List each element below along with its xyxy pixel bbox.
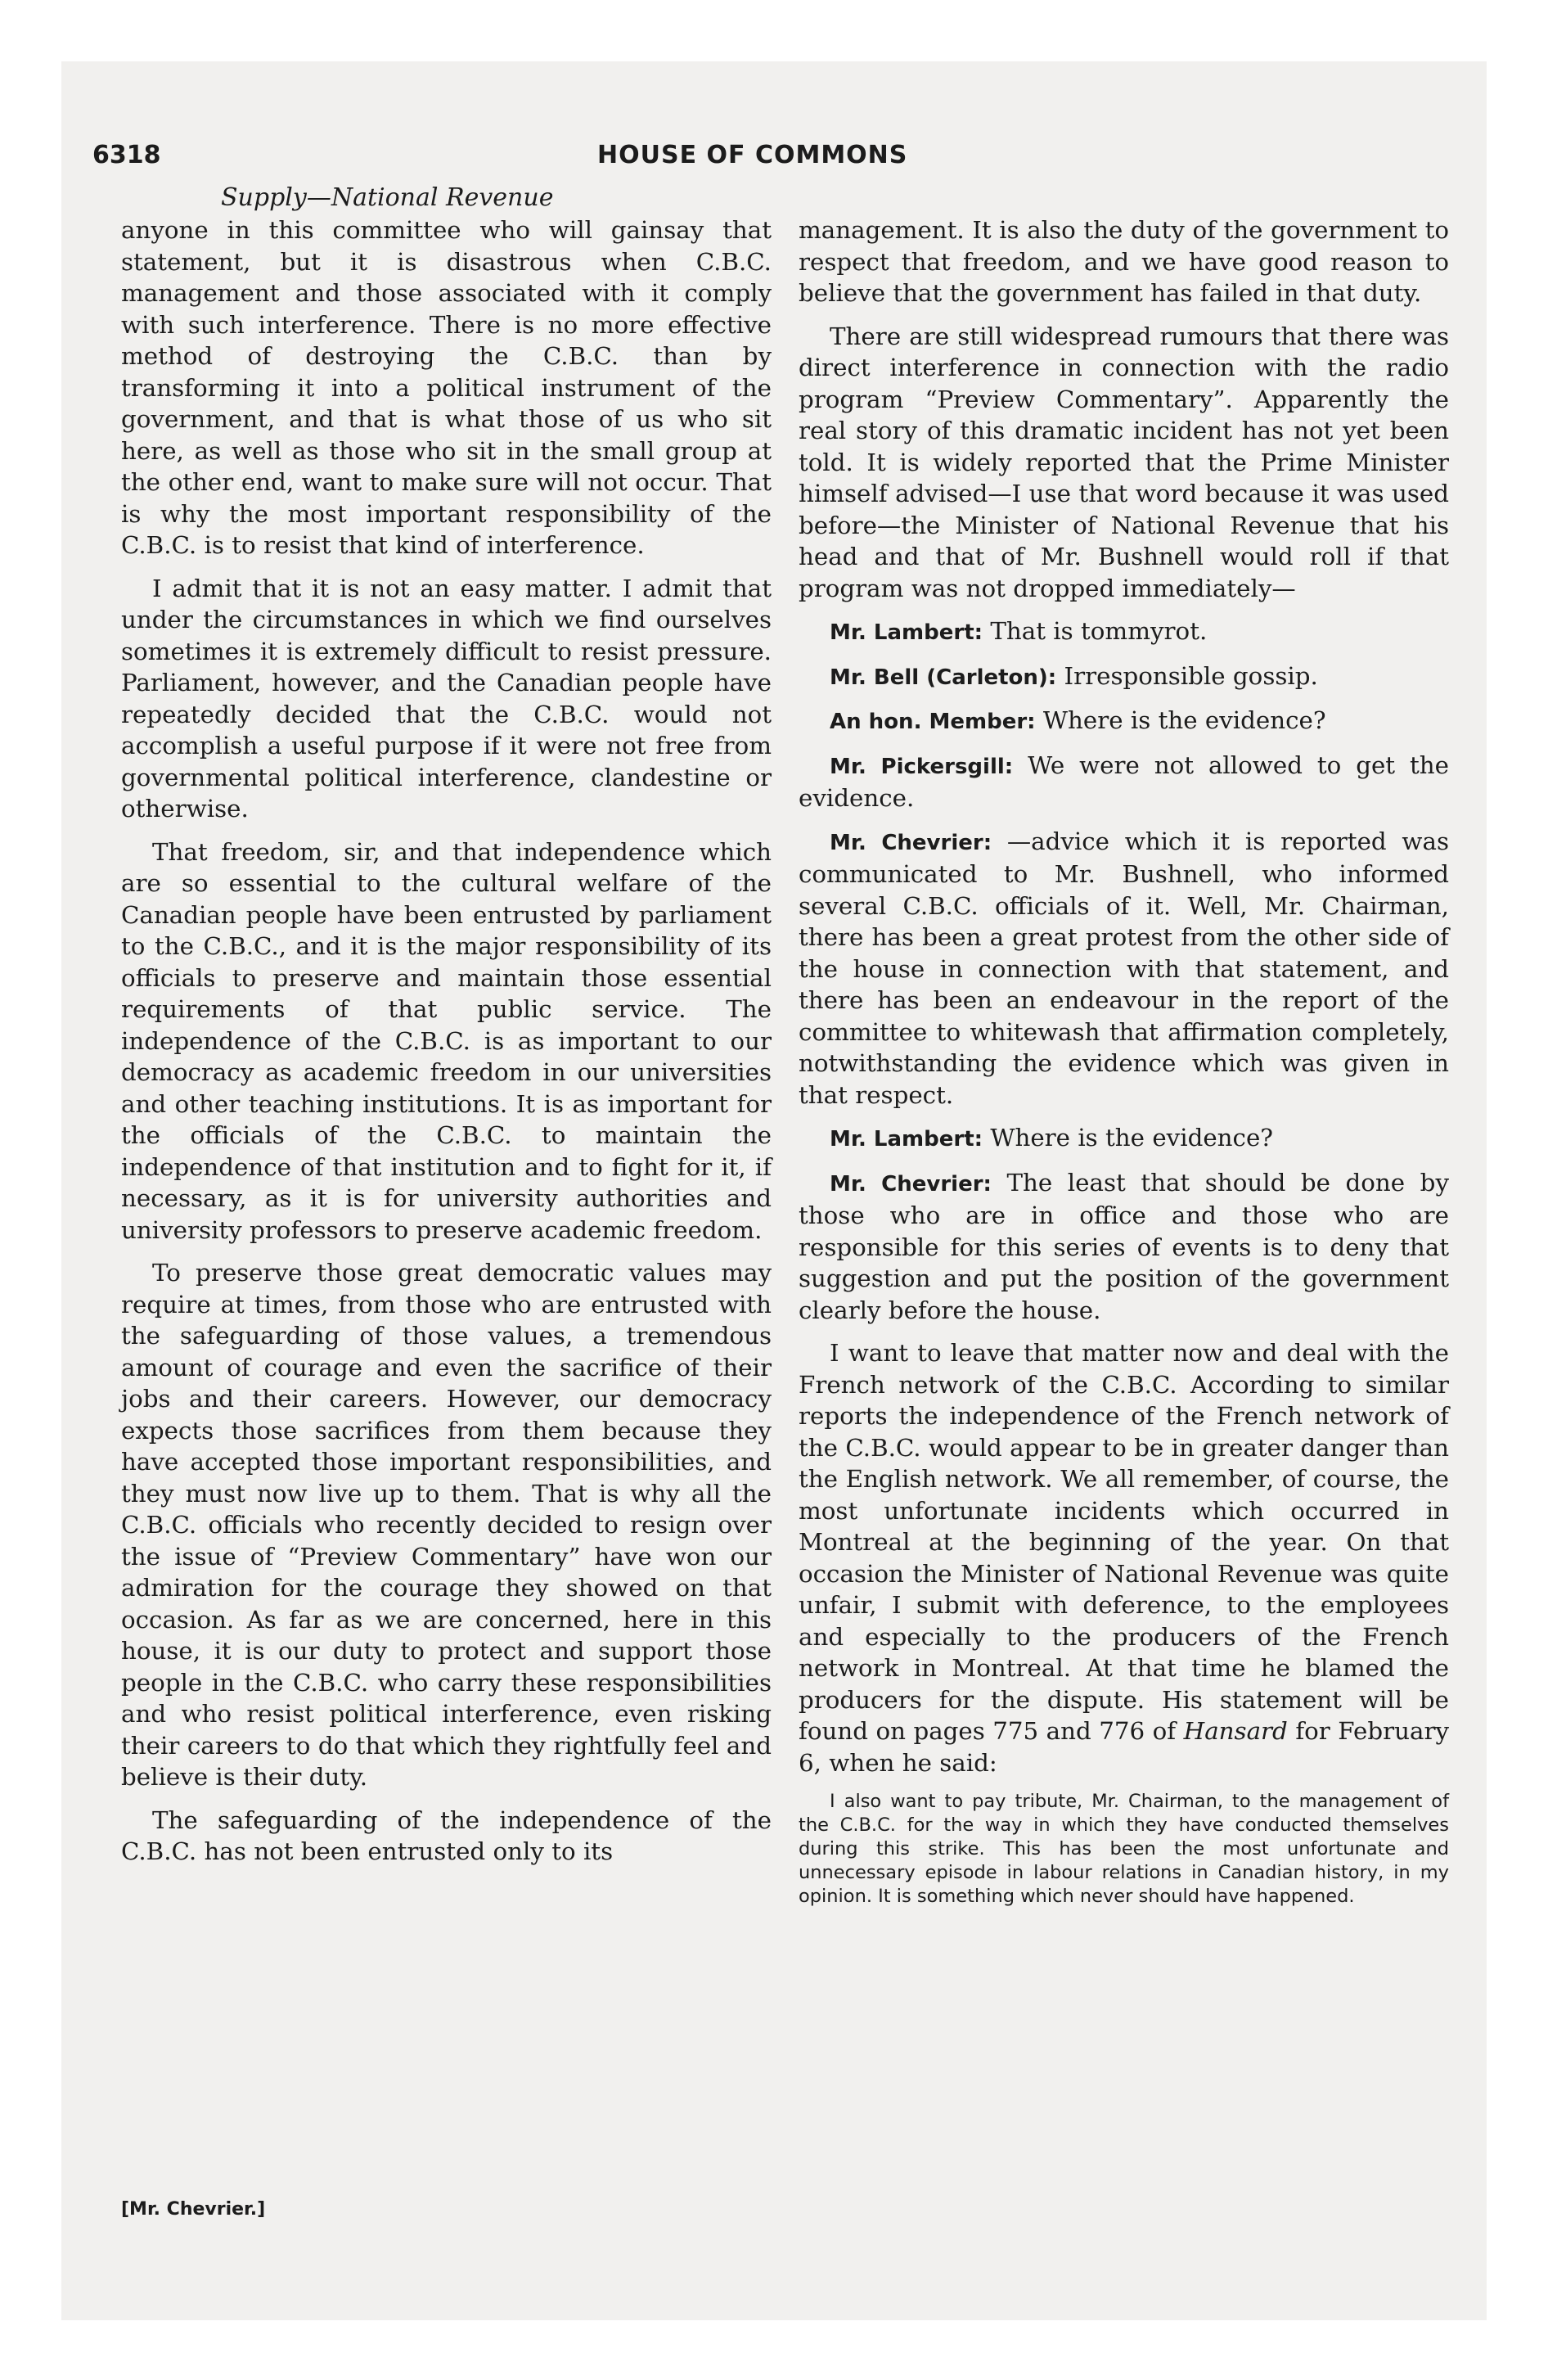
- paragraph: I admit that it is not an easy matter. I admit that under the circumstances in which we find ourselves sometimes it is extremely difficult to resist pressure. Parliament, however, and the Canadian people have repeatedly decided that the C.B.C. would not accomplish a useful purpose if it were not free from governmental political interference, clandestine or otherwise.: [121, 574, 772, 823]
- paragraph: There are still widespread rumours that there was direct interference in connection with the radio program “Preview Commentary”. Apparently the real story of this dramatic incident has not yet been told. It is widely reported that the Prime Minister himself advised—I use that word because it was used before—the Minister of National Revenue that his head and that of Mr. Bushnell would roll if that program was not dropped immediately—: [799, 322, 1449, 602]
- page-number: 6318: [92, 141, 161, 169]
- paragraph: To preserve those great democratic values may require at times, from those who are entrusted with the safeguarding of those values, a tremendous amount of courage and even the sacrifice of their jobs and their careers. However, our democracy expects those sacrifices from them because they have accepted those important responsibilities, and they must now live up to them. That is why all the C.B.C. officials who recently decided to resign over the issue of “Preview Commentary” have won our admiration for the courage they showed on that occasion. As far as we are concerned, here in this house, it is our duty to protect and support those people in the C.B.C. who carry these responsibilities and who resist political interference, even risking their careers to do that which they rightfully feel and believe is their duty.: [121, 1259, 772, 1791]
- paragraph: The safeguarding of the independence of the C.B.C. has not been entrusted only to its: [121, 1805, 772, 1865]
- running-head: HOUSE OF COMMONS: [597, 141, 908, 169]
- speaker-name: Mr. Bell (Carleton):: [830, 665, 1057, 690]
- speaker-name: Mr. Lambert:: [830, 620, 983, 645]
- paragraph: anyone in this committee who will gainsay that statement, but it is disastrous when C.B.C. management and those associated with it comply with such interference. There is no more effective method of destroying the C.B.C. than by transforming it into a political instrument of the government, and that is what those of us who sit here, as well as those who sit in the small group at the other end, want to make sure will not occur. That is why the most important responsibility of the C.B.C. is to resist that kind of interference.: [121, 216, 772, 559]
- paragraph-text: for February 6, when he said:: [799, 1717, 1449, 1777]
- paragraph-text: I want to leave that matter now and deal with the French network of the C.B.C. According to similar reports the independence of the French network of the C.B.C. would appear to be in greater danger than the English network. We all remember, of course, the most unfortunate incidents which occurred in Montreal at the beginning of the year. On that occasion the Minister of National Revenue was quite unfair, I submit with deference, to the employees and especially to the producers of the French network in Montreal. At that time he blamed the producers for the dispute. His statement will be found on pages 775 and 776 of: [799, 1339, 1449, 1745]
- section-title: Supply—National Revenue: [221, 183, 554, 212]
- right-column: [799, 214, 1449, 1920]
- speaker-name: Mr. Chevrier:: [830, 830, 992, 855]
- speaker-name: Mr. Chevrier:: [830, 1171, 992, 1197]
- speech-text: Where is the evidence?: [990, 1124, 1273, 1152]
- speech-text: The least that should be done by those who are in office and those who are responsible for this series of events is to deny that suggestion and put the position of the government clearly before the house.: [799, 1168, 1449, 1324]
- speaker-name: Mr. Pickersgill:: [830, 754, 1014, 779]
- paragraph: That freedom, sir, and that independence which are so essential to the cultural welfare of the Canadian people have been entrusted by parliament to the C.B.C., and it is the major responsibility of its officials to preserve and maintain those essential requirements of that public service. The independence of the C.B.C. is as important to our democracy as academic freedom in our universities and other teaching institutions. It is as important for the officials of the C.B.C. to maintain the independence of that institution and to fight for it, if necessary, as it is for university authorities and university professors to preserve academic freedom.: [121, 837, 772, 1244]
- speech: [799, 1122, 1449, 1156]
- paragraph: [799, 1337, 1449, 1778]
- speech: [799, 1167, 1449, 1327]
- speech: [799, 705, 1449, 738]
- speech-text: Where is the evidence?: [1042, 706, 1326, 734]
- speech: [799, 660, 1449, 694]
- speaker-name: An hon. Member:: [830, 710, 1036, 734]
- paragraph: management. It is also the duty of the government to respect that freedom, and we have good reason to believe that the government has failed in that duty.: [799, 216, 1449, 307]
- speech: [799, 750, 1449, 814]
- speech-text: We were not allowed to get the evidence.: [799, 751, 1449, 812]
- speech-text: That is tommyrot.: [990, 617, 1208, 645]
- left-column: [121, 214, 772, 1879]
- hansard-title: Hansard: [1183, 1717, 1288, 1745]
- speech: [799, 826, 1449, 1111]
- speech-text: Irresponsible gossip.: [1064, 661, 1318, 690]
- speaker-name: Mr. Lambert:: [830, 1127, 983, 1152]
- speech-text: —advice which it is reported was communicated to Mr. Bushnell, who informed several C.B.C. officials of it. Well, Mr. Chairman, there has been a great protest from the other side of the house in connection with that statement, and there has been an endeavour in the report of the committee to whitewash that affirmation completely, notwithstanding the evidence which was given in that respect.: [799, 827, 1449, 1109]
- speech: [799, 615, 1449, 649]
- block-quote: I also want to pay tribute, Mr. Chairman, to the management of the C.B.C. for the way in which they have conducted themselves during this strike. This has been the most unfortunate and unnecessary episode in labour relations in Canadian history, in my opinion. It is something which never should have happened.: [799, 1791, 1449, 1907]
- footer-speaker-tag: [Mr. Chevrier.]: [121, 2199, 266, 2220]
